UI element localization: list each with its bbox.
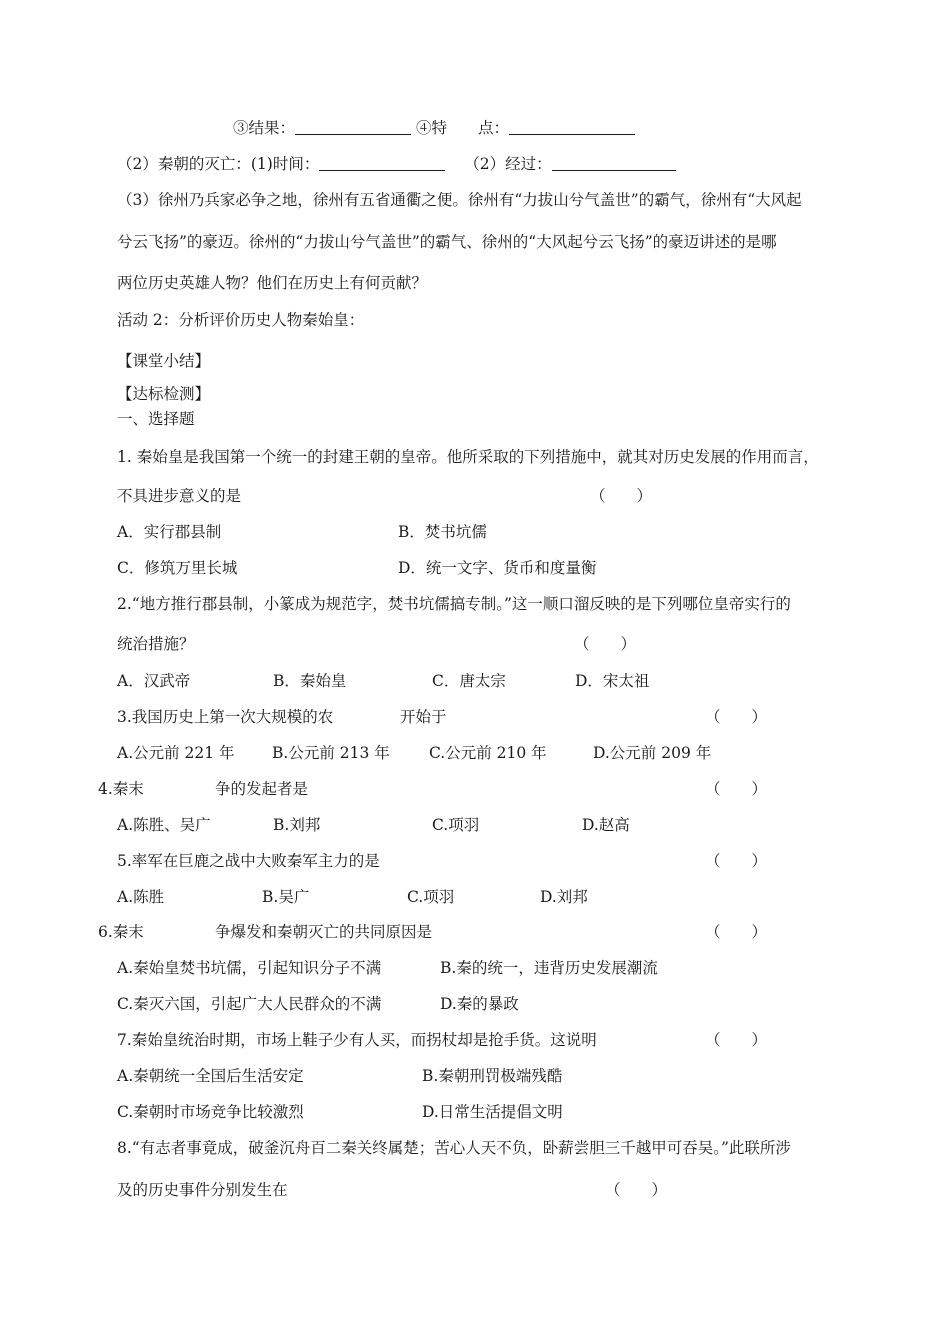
q1-answer-paren[interactable]: （ ） [590, 487, 653, 505]
result-label: ③结果： [233, 119, 296, 137]
q2-answer-paren[interactable]: （ ） [574, 635, 637, 653]
q4-option-c[interactable]: C.项羽 [432, 816, 480, 834]
q5-option-b[interactable]: B.吴广 [262, 888, 310, 906]
q2-option-c[interactable]: C．唐太宗 [432, 672, 506, 690]
q1-option-d[interactable]: D．统一文字、货币和度量衡 [398, 559, 597, 577]
q3-option-b[interactable]: B.公元前 213 年 [272, 744, 390, 762]
fall-time-blank[interactable] [319, 154, 445, 171]
q2-stem-2: 统治措施？ [117, 635, 195, 653]
q3-option-a[interactable]: A.公元前 221 年 [117, 744, 235, 762]
q4-option-b[interactable]: B.刘邦 [273, 816, 321, 834]
feature-blank[interactable] [509, 118, 635, 135]
feature-label: ④特 点： [415, 119, 509, 137]
process-label: （2）经过： [464, 155, 552, 173]
q5-answer-paren[interactable]: （ ） [705, 852, 768, 870]
test-heading: 【达标检测】 [117, 385, 211, 403]
summary-heading: 【课堂小结】 [117, 352, 211, 370]
q6-option-c[interactable]: C.秦灭六国，引起广大人民群众的不满 [117, 995, 382, 1013]
q3-option-d[interactable]: D.公元前 209 年 [593, 744, 712, 762]
xuzhou-line-2: 兮云飞扬”的豪迈。徐州的“力拔山兮气盖世”的霸气、徐州的“大风起兮云飞扬”的豪迈讲述的是哪 [117, 233, 777, 251]
process-blank[interactable] [552, 154, 676, 171]
q6-stem-b: 争爆发和秦朝灭亡的共同原因是 [215, 923, 433, 941]
fall-line [117, 154, 676, 174]
q1-option-c[interactable]: C．修筑万里长城 [117, 559, 238, 577]
q3-stem-b: 开始于 [400, 708, 447, 726]
section-choice: 一、选择题 [117, 410, 195, 428]
q5-option-a[interactable]: A.陈胜 [117, 888, 165, 906]
q2-option-d[interactable]: D．宋太祖 [575, 672, 650, 690]
result-blank[interactable] [295, 118, 411, 135]
q1-option-a[interactable]: A．实行郡县制 [117, 523, 222, 541]
q1-stem-1: 1. 秦始皇是我国第一个统一的封建王朝的皇帝。他所采取的下列措施中，就其对历史发展的作用而言， [117, 448, 819, 466]
q1-option-b[interactable]: B．焚书坑儒 [398, 523, 487, 541]
q7-option-d[interactable]: D.日常生活提倡文明 [422, 1103, 563, 1121]
q6-option-d[interactable]: D.秦的暴政 [440, 995, 519, 1013]
xuzhou-line-1: （3）徐州乃兵家必争之地，徐州有五省通衢之便。徐州有“力拔山兮气盖世”的霸气，徐州有“大风起 [117, 191, 802, 209]
q3-stem-a: 3.我国历史上第一次大规模的农 [117, 708, 334, 726]
q4-option-d[interactable]: D.赵高 [582, 816, 630, 834]
q4-stem-b: 争的发起者是 [215, 780, 309, 798]
q8-answer-paren[interactable]: （ ） [605, 1181, 668, 1199]
q6-stem-a: 6.秦末 [98, 923, 144, 941]
result-line [233, 118, 635, 138]
q5-stem: 5.率军在巨鹿之战中大败秦军主力的是 [117, 852, 380, 870]
q3-answer-paren[interactable]: （ ） [705, 708, 768, 726]
xuzhou-line-3: 两位历史英雄人物？他们在历史上有何贡献？ [117, 274, 428, 292]
q1-stem-2: 不具进步意义的是 [117, 487, 242, 505]
q2-option-a[interactable]: A．汉武帝 [117, 672, 191, 690]
q8-stem-1: 8.“有志者事竟成，破釜沉舟百二秦关终属楚；苦心人天不负，卧薪尝胆三千越甲可吞吴。”此联所涉 [117, 1139, 791, 1157]
q5-option-d[interactable]: D.刘邦 [540, 888, 588, 906]
q4-answer-paren[interactable]: （ ） [705, 780, 768, 798]
q6-option-b[interactable]: B.秦的统一，违背历史发展潮流 [440, 959, 658, 977]
q3-option-c[interactable]: C.公元前 210 年 [429, 744, 547, 762]
q4-stem-a: 4.秦末 [98, 780, 144, 798]
q7-answer-paren[interactable]: （ ） [705, 1031, 768, 1049]
activity-2: 活动 2：分析评价历史人物秦始皇： [117, 311, 365, 329]
q6-answer-paren[interactable]: （ ） [705, 923, 768, 941]
fall-time-label: （2）秦朝的灭亡：(1)时间： [117, 155, 320, 173]
q7-stem: 7.秦始皇统治时期，市场上鞋子少有人买，而拐杖却是抢手货。这说明 [117, 1031, 597, 1049]
q5-option-c[interactable]: C.项羽 [407, 888, 455, 906]
q4-option-a[interactable]: A.陈胜、吴广 [117, 816, 211, 834]
q2-option-b[interactable]: B．秦始皇 [273, 672, 347, 690]
q7-option-a[interactable]: A.秦朝统一全国后生活安定 [117, 1067, 304, 1085]
q6-option-a[interactable]: A.秦始皇焚书坑儒，引起知识分子不满 [117, 959, 382, 977]
q7-option-b[interactable]: B.秦朝刑罚极端残酷 [422, 1067, 563, 1085]
q7-option-c[interactable]: C.秦朝时市场竞争比较激烈 [117, 1103, 304, 1121]
q8-stem-2: 及的历史事件分别发生在 [117, 1181, 288, 1199]
q2-stem-1: 2.“地方推行郡县制，小篆成为规范字，焚书坑儒搞专制。”这一顺口溜反映的是下列哪位皇帝实行的 [117, 595, 791, 613]
